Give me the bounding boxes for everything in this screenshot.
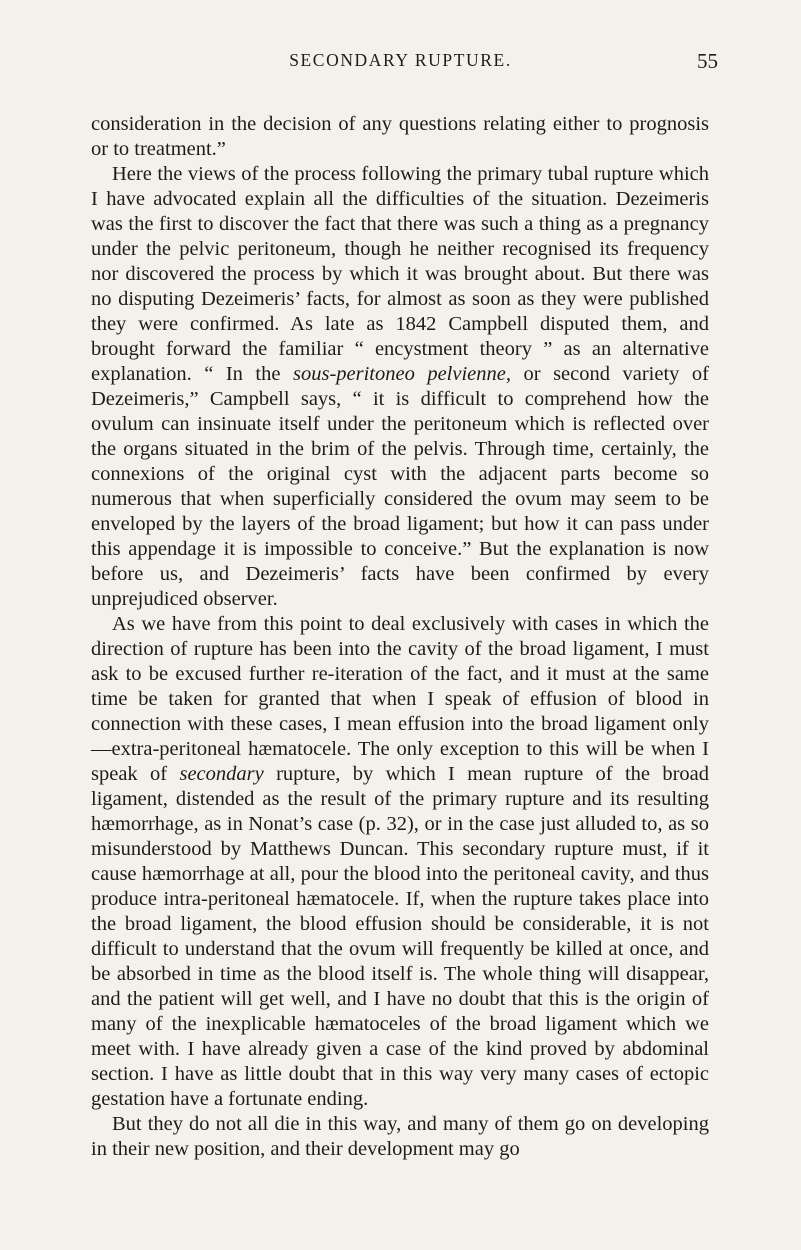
page-number: 55 [697,49,718,73]
paragraph-2 [91,162,709,612]
paragraph-3-italic: secondary [179,763,264,785]
paragraph-2-text: Here the views of the process following the primary tubal rupture which I have advocated explain all the difficulties of the situation. Dezeimeris was the first to discover the fact that there was such a thing as a pregnancy under the pelvic peritoneum, though he neither recognised its frequency nor discovered the process by which it was brought about. But there was no disputing Dezeimeris’ facts, for almost as soon as they were published they were confirmed. As late as 1842 Campbell disputed them, and brought forward the familiar “ encystment theory ” as an alternative explanation. “ In the [91,163,709,385]
paragraph-2-rest: or second variety of Dezeimeris,” Campbell says, “ it is difficult to comprehend how the ovulum can insinuate itself under the peritoneum which is reflected over the organs situated in the brim of the pelvis. Through time, certainly, the connexions of the original cyst with the adjacent parts become so numerous that when superficially considered the ovum may seem to be enveloped by the layers of the broad ligament; but how it can pass under this appendage it is impossible to conceive.” But the explanation is now before us, and Dezeimeris’ facts have been confirmed by every unprejudiced observer. [91,363,709,610]
running-head [0,46,801,76]
paragraph-2-italic: sous-peritoneo pelvienne, [292,363,511,385]
paragraph-4 [91,1112,709,1162]
running-title: SECONDARY RUPTURE. [289,50,512,70]
paragraph-4-text: But they do not all die in this way, and many of them go on developing in their new position, and their development may go [91,1113,709,1160]
paragraph-1-text: consideration in the decision of any questions relating either to prognosis or to treatment.” [91,113,709,160]
paragraph-3 [91,612,709,1112]
body-text [91,112,709,1162]
paragraph-3-text: As we have from this point to deal exclusively with cases in which the direction of rupture has been into the cavity of the broad ligament, I must ask to be excused further re-iteration of the fact, and it must at the same time be taken for granted that when I speak of effusion of blood in connection with these cases, I mean effusion into the broad ligament only—extra-peritoneal hæmatocele. The only exception to this will be when I speak of [91,613,709,785]
paragraph-1 [91,112,709,162]
paragraph-3-rest: rupture, by which I mean rupture of the broad ligament, distended as the result of the primary rupture and its resulting hæmorrhage, as in Nonat’s case (p. 32), or in the case just alluded to, as so misunderstood by Matthews Duncan. This secondary rupture must, if it cause hæmorrhage at all, pour the blood into the peritoneal cavity, and thus produce intra-peritoneal hæmatocele. If, when the rupture takes place into the broad ligament, the blood effusion should be considerable, it is not difficult to understand that the ovum will frequently be killed at once, and be absorbed in time as the blood itself is. The whole thing will disappear, and the patient will get well, and I have no doubt that this is the origin of many of the inexplicable hæmatoceles of the broad ligament which we meet with. I have already given a case of the kind proved by abdominal section. I have as little doubt that in this way very many cases of ectopic gestation have a fortunate ending. [91,763,710,1110]
